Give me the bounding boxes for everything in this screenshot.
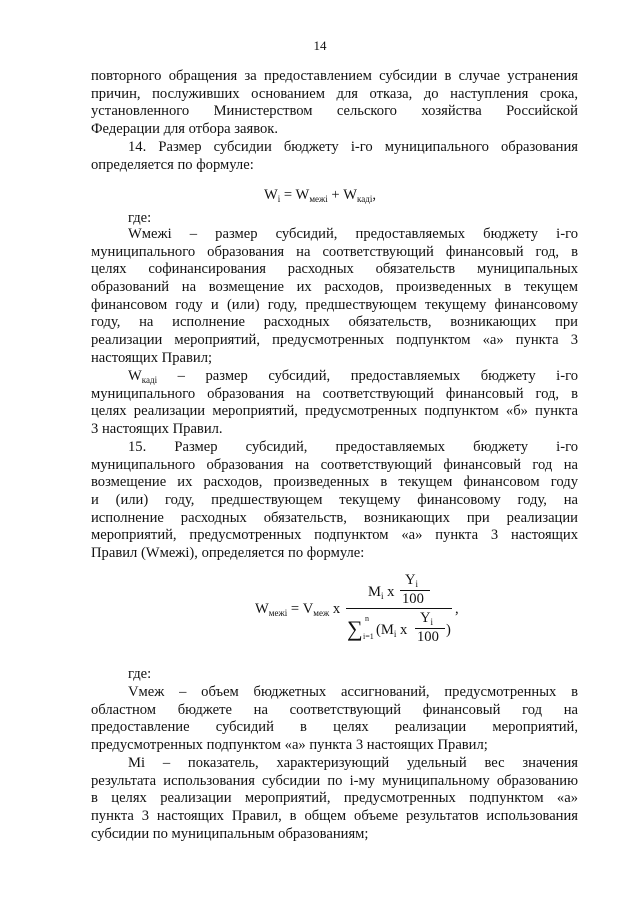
text-line: причин, послуживших основанием для отказа, до наступления срока,: [91, 85, 578, 102]
text-line: муниципального образования на соответствующий финансовый год, в: [91, 243, 578, 260]
text-line: 15. Размер субсидий, предоставляемых бюджету i-го: [128, 439, 578, 455]
text-line: возмещение их расходов, произведенных в текущем финансовом году: [91, 474, 578, 491]
text-line: финансовом году и (или) году, предшествующем текущему финансовому: [91, 296, 578, 313]
paragraph-w-kadi: [91, 368, 578, 439]
main-fraction-line: [346, 608, 452, 609]
text-line: предоставление субсидий в целях реализации мероприятий,: [91, 719, 578, 736]
text-line: пункта 3 настоящих Правил, в общем объеме результатов использования: [91, 808, 578, 825]
text-line: и (или) году, предшествующем текущему финансовому году, на: [91, 492, 578, 509]
text-line: $W_{каді}$ – размер субсидий, предоставляемых бюджету i-го: [128, 368, 578, 385]
text-line: Mi – показатель, характеризующий удельный вес значения: [128, 755, 578, 771]
text-line: мероприятий, предусмотренных подпунктом «а» пункта 3 настоящих: [91, 527, 578, 544]
text-line: установленного Министерством сельского хозяйства Российской: [91, 103, 578, 120]
formula-wi: $W_i = W_{межі} + W_{каді}$,: [263, 187, 377, 204]
sum-sign: ∑: [347, 616, 363, 641]
text-line: исполнение расходных обязательств, возникающих при реализации: [91, 509, 578, 526]
paragraph-item-14: [91, 139, 578, 174]
text-line: 3 настоящих Правил.: [91, 421, 223, 438]
sum-lower-limit: i=1: [363, 632, 374, 641]
text-line: субсидии по муниципальным образованиям;: [91, 825, 369, 842]
sum-upper-limit: n: [365, 614, 369, 623]
text-line: Vмеж – объем бюджетных ассигнований, предусмотренных в: [128, 684, 578, 700]
where-label: где:: [128, 210, 152, 226]
denominator-close: ): [446, 622, 451, 638]
text-line: повторного обращения за предоставлением субсидии в случае устранения: [91, 68, 578, 84]
page-number: 14: [313, 38, 327, 53]
text-line: Правил (Wмежі), определяется по формуле:: [91, 545, 365, 562]
text-line: Wмежі – размер субсидий, предоставляемых бюджету i-го: [128, 226, 578, 242]
text-line: реализации мероприятий, предусмотренных подпунктом «а» пункта 3: [91, 332, 578, 349]
formula-lhs: $W_{межі} = V_{меж}$ x: [255, 601, 341, 618]
text-line: результата использования субсидии по i-му муниципальному образованию: [91, 772, 578, 789]
numerator-y: $Y_i$: [405, 572, 419, 589]
numerator-m: $M_i$ x: [368, 584, 395, 601]
text-line: году, на исполнение расходных обязательств, возникающих при: [91, 314, 578, 331]
formula-comma: ,: [455, 601, 459, 617]
where-label-2: где:: [128, 666, 152, 682]
text-line: целях софинансирования расходных обязательств муниципальных: [91, 261, 578, 278]
text-line: предусмотренных подпунктом «а» пункта 3 настоящих Правил;: [91, 737, 488, 754]
denominator-100: 100: [417, 629, 439, 645]
paragraph-continuation: [91, 68, 578, 139]
denominator-m: ($M_i$ x: [376, 622, 408, 639]
text-line: целях реализации мероприятий, предусмотренных подпунктом «б» пункта: [91, 403, 578, 420]
text-line: образований на возмещение их расходов, произведенных в текущем: [91, 279, 578, 296]
formula-w-mezhi: [0, 572, 640, 664]
text-line: муниципального образования на соответствующий финансовый год на: [91, 456, 578, 473]
text-line: определяется по формуле:: [91, 156, 254, 173]
text-line: Федерации для отбора заявок.: [91, 121, 279, 138]
text-line: настоящих Правил;: [91, 349, 213, 366]
text-line: областном бюджете на соответствующий финансовый год на: [91, 701, 578, 718]
paragraph-w-mezhi: [91, 226, 578, 368]
text-line: в целях реализации мероприятий, предусмотренных подпунктом «а»: [91, 790, 578, 807]
paragraph-item-15: [91, 439, 578, 563]
text-line: 14. Размер субсидии бюджету i-го муниципального образования: [128, 139, 578, 155]
denominator-y: $Y_i$: [420, 610, 434, 627]
paragraph-m-i: [91, 755, 578, 843]
text-line: муниципального образования на соответствующий финансовый год, в: [91, 385, 578, 402]
paragraph-v-mezh: [91, 684, 578, 755]
numerator-100: 100: [402, 591, 424, 607]
